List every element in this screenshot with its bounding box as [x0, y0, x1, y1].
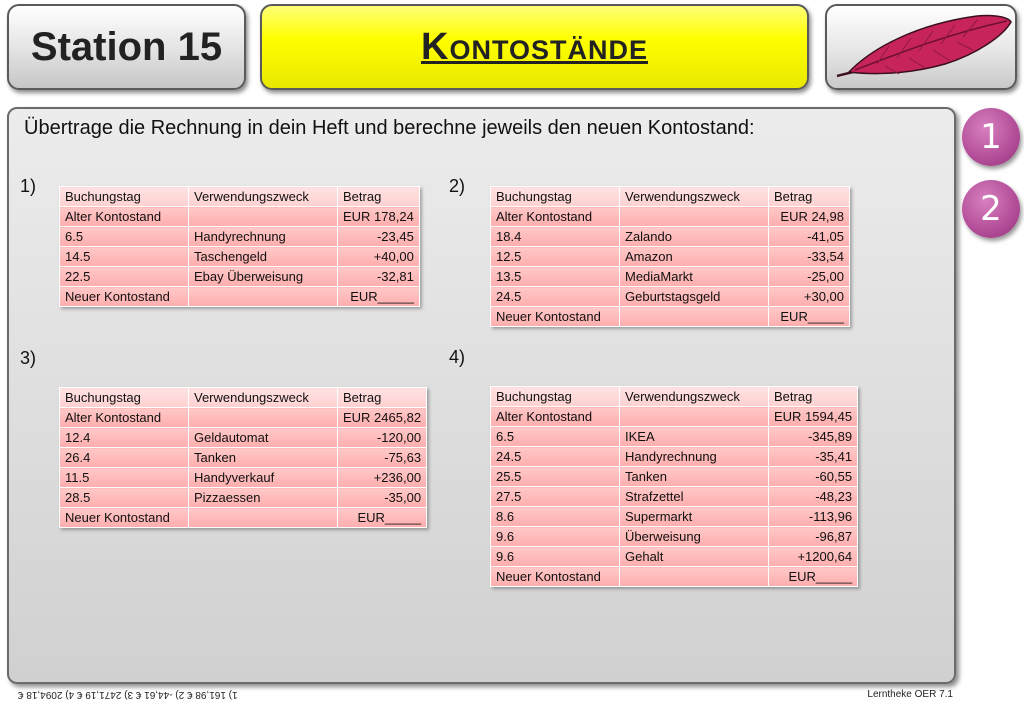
task-label-3: 3): [20, 348, 37, 368]
table-row: [60, 287, 420, 307]
header-buchungstag: Buchungstag: [491, 187, 620, 207]
cell-date: Alter Kontostand: [491, 407, 620, 427]
task-label-4: 4): [449, 347, 466, 367]
cell-amount: -41,05: [769, 227, 850, 247]
header-betrag: Betrag: [769, 187, 850, 207]
table-row: [60, 508, 427, 528]
cell-amount: EUR 24,98: [769, 207, 850, 227]
cell-amount: -120,00: [338, 428, 427, 448]
cell-amount: -345,89: [769, 427, 858, 447]
cell-date: 24.5: [491, 447, 620, 467]
cell-date: 6.5: [60, 227, 189, 247]
table-row: [491, 227, 850, 247]
upside-down-answers: 1) 161,98 € 2) -44,61 € 3) 2471,19 € 4) 2094,18 €: [18, 689, 238, 700]
cell-amount: -25,00: [769, 267, 850, 287]
cell-date: 28.5: [60, 488, 189, 508]
table-row: [60, 408, 427, 428]
cell-purpose: Supermarkt: [620, 507, 769, 527]
cell-amount: +1200,64: [769, 547, 858, 567]
table-row: [491, 567, 858, 587]
cell-purpose: MediaMarkt: [620, 267, 769, 287]
table-row: [60, 468, 427, 488]
header-verwendungszweck: Verwendungszweck: [189, 388, 338, 408]
cell-amount: EUR 2465,82: [338, 408, 427, 428]
header-buchungstag: Buchungstag: [60, 388, 189, 408]
cell-purpose: Strafzettel: [620, 487, 769, 507]
cell-date: 13.5: [491, 267, 620, 287]
table-row: [60, 428, 427, 448]
table-row: [60, 207, 420, 227]
feather-icon: [827, 6, 1015, 88]
cell-purpose: Ebay Überweisung: [189, 267, 338, 287]
table-row: [491, 467, 858, 487]
cell-purpose: Handyrechnung: [620, 447, 769, 467]
table-row: [491, 247, 850, 267]
table-row: [491, 307, 850, 327]
topic-title: Kontostände: [260, 4, 809, 90]
table-row: [491, 527, 858, 547]
cell-purpose: Handyverkauf: [189, 468, 338, 488]
cell-purpose: [620, 207, 769, 227]
cell-purpose: IKEA: [620, 427, 769, 447]
cell-date: 18.4: [491, 227, 620, 247]
cell-purpose: Amazon: [620, 247, 769, 267]
cell-date: 26.4: [60, 448, 189, 468]
table-row: [491, 547, 858, 567]
cell-amount: +40,00: [338, 247, 420, 267]
cell-purpose: Geburtstagsgeld: [620, 287, 769, 307]
feather-logo: [825, 4, 1017, 90]
cell-amount: -23,45: [338, 227, 420, 247]
cell-date: 9.6: [491, 547, 620, 567]
table-row: [491, 487, 858, 507]
cell-amount: EUR 1594,45: [769, 407, 858, 427]
header-betrag: Betrag: [769, 387, 858, 407]
cell-purpose: [620, 307, 769, 327]
cell-amount: EUR_____: [769, 307, 850, 327]
cell-purpose: Handyrechnung: [189, 227, 338, 247]
cell-amount: +30,00: [769, 287, 850, 307]
table-header-row: [60, 187, 420, 207]
cell-date: Neuer Kontostand: [60, 508, 189, 528]
cell-date: Neuer Kontostand: [491, 567, 620, 587]
cell-date: 24.5: [491, 287, 620, 307]
cell-amount: -60,55: [769, 467, 858, 487]
cell-purpose: [189, 508, 338, 528]
cell-amount: -75,63: [338, 448, 427, 468]
task-label-1: 1): [20, 176, 37, 196]
cell-date: 6.5: [491, 427, 620, 447]
cell-amount: -96,87: [769, 527, 858, 547]
cell-purpose: Geldautomat: [189, 428, 338, 448]
cell-date: Alter Kontostand: [60, 408, 189, 428]
station-title: Station 15: [7, 4, 246, 90]
header-verwendungszweck: Verwendungszweck: [189, 187, 338, 207]
table-row: [60, 247, 420, 267]
cell-purpose: Tanken: [189, 448, 338, 468]
table-row: [60, 448, 427, 468]
cell-purpose: [620, 407, 769, 427]
cell-date: Alter Kontostand: [60, 207, 189, 227]
task-label-2: 2): [449, 176, 466, 196]
instruction-text: Übertrage die Rechnung in dein Heft und berechne jeweils den neuen Kontostand:: [24, 117, 755, 139]
cell-purpose: [189, 287, 338, 307]
table-header-row: [491, 387, 858, 407]
cell-date: Neuer Kontostand: [60, 287, 189, 307]
cell-date: 8.6: [491, 507, 620, 527]
cell-date: 14.5: [60, 247, 189, 267]
cell-date: 9.6: [491, 527, 620, 547]
account-table-4: [490, 386, 858, 587]
cell-amount: EUR 178,24: [338, 207, 420, 227]
cell-date: 25.5: [491, 467, 620, 487]
cell-purpose: Tanken: [620, 467, 769, 487]
cell-purpose: Pizzaessen: [189, 488, 338, 508]
cell-date: 22.5: [60, 267, 189, 287]
cell-amount: EUR_____: [338, 508, 427, 528]
table-row: [60, 488, 427, 508]
account-table-3: [59, 387, 427, 528]
cell-date: 27.5: [491, 487, 620, 507]
table-row: [491, 427, 858, 447]
cell-amount: -33,54: [769, 247, 850, 267]
table-header-row: [491, 187, 850, 207]
header-buchungstag: Buchungstag: [60, 187, 189, 207]
cell-date: 12.4: [60, 428, 189, 448]
cell-purpose: Gehalt: [620, 547, 769, 567]
header-betrag: Betrag: [338, 187, 420, 207]
account-table-1: [59, 186, 420, 307]
header-verwendungszweck: Verwendungszweck: [620, 187, 769, 207]
table-row: [491, 447, 858, 467]
cell-amount: -48,23: [769, 487, 858, 507]
cell-date: Neuer Kontostand: [491, 307, 620, 327]
table-row: [491, 407, 858, 427]
account-table-2: [490, 186, 850, 327]
cell-purpose: [620, 567, 769, 587]
table-row: [491, 267, 850, 287]
cell-date: 12.5: [491, 247, 620, 267]
cell-purpose: [189, 207, 338, 227]
cell-amount: -35,41: [769, 447, 858, 467]
header-buchungstag: Buchungstag: [491, 387, 620, 407]
header-verwendungszweck: Verwendungszweck: [620, 387, 769, 407]
cell-amount: -35,00: [338, 488, 427, 508]
table-row: [491, 287, 850, 307]
cell-purpose: Zalando: [620, 227, 769, 247]
level-2-button[interactable]: 2: [962, 180, 1020, 238]
level-1-button[interactable]: 1: [962, 108, 1020, 166]
cell-date: Alter Kontostand: [491, 207, 620, 227]
table-row: [60, 227, 420, 247]
cell-purpose: [189, 408, 338, 428]
cell-amount: EUR_____: [769, 567, 858, 587]
cell-amount: +236,00: [338, 468, 427, 488]
table-row: [60, 267, 420, 287]
table-header-row: [60, 388, 427, 408]
cell-date: 11.5: [60, 468, 189, 488]
cell-amount: EUR_____: [338, 287, 420, 307]
table-row: [491, 207, 850, 227]
header-betrag: Betrag: [338, 388, 427, 408]
cell-purpose: Taschengeld: [189, 247, 338, 267]
footer-credit: Lerntheke OER 7.1: [867, 689, 953, 700]
cell-purpose: Überweisung: [620, 527, 769, 547]
cell-amount: -113,96: [769, 507, 858, 527]
table-row: [491, 507, 858, 527]
cell-amount: -32,81: [338, 267, 420, 287]
